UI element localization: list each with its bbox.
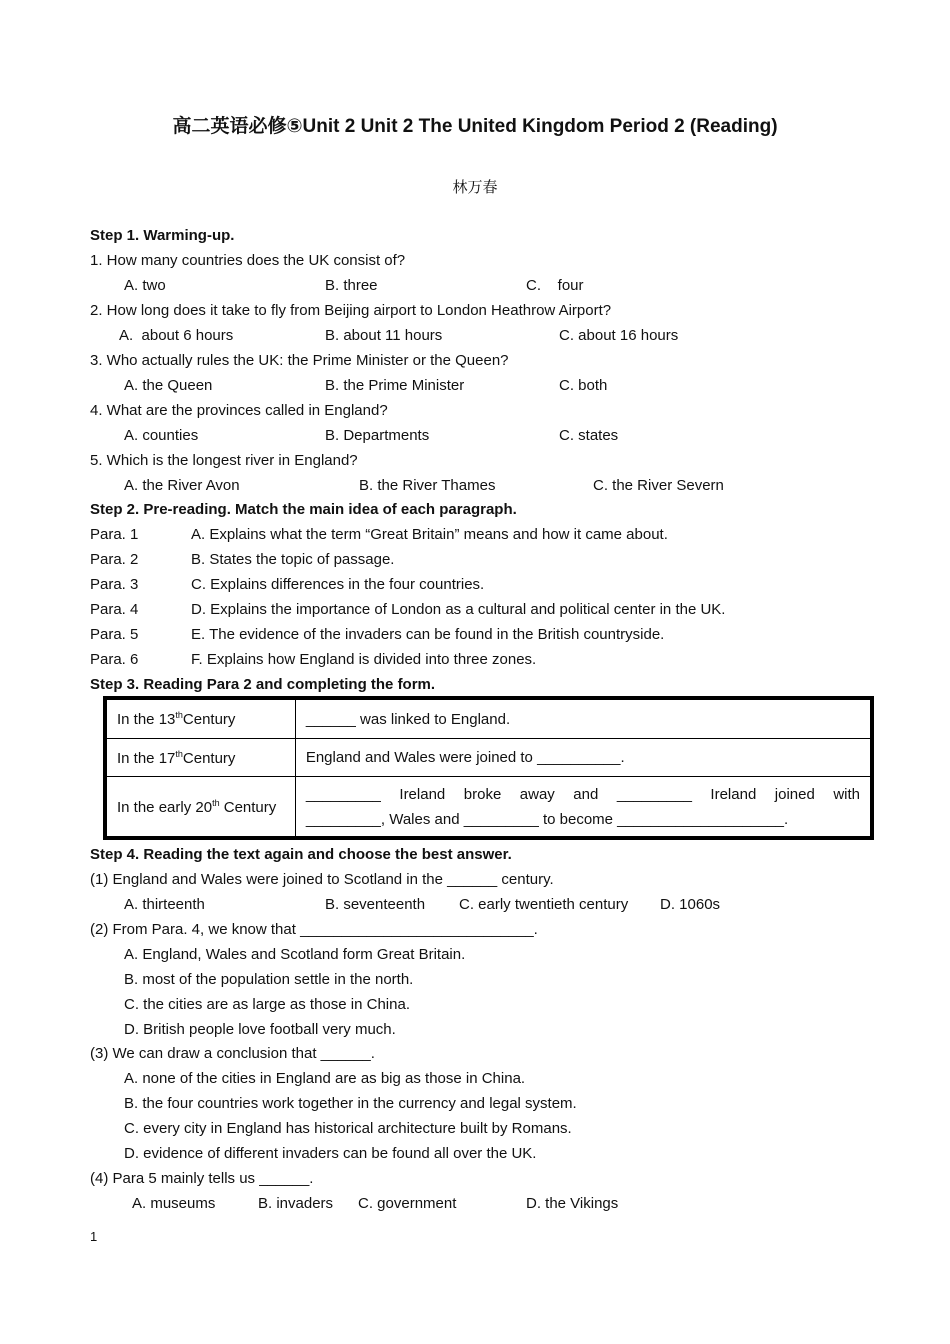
- period-label: In the 13: [117, 711, 176, 728]
- step4-q1-option-b: B. seventeenth: [325, 896, 426, 913]
- step4-q2-option-a: A. England, Wales and Scotland form Great Britain.: [124, 946, 466, 963]
- step4-q2-option-d: D. British people love football very much.: [124, 1021, 396, 1038]
- step1-q5-option-a: A. the River Avon: [124, 477, 240, 494]
- step1-q2-option-b: B. about 11 hours: [325, 327, 443, 344]
- table-row: [107, 739, 871, 777]
- step2-main-idea: A. Explains what the term “Great Britain” means and how it came about.: [191, 526, 668, 543]
- step3-heading: Step 3. Reading Para 2 and completing the form.: [90, 676, 436, 693]
- step1-q1-option-b: B. three: [325, 277, 378, 294]
- step2-main-idea: C. Explains differences in the four countries.: [191, 576, 485, 593]
- step2-heading: Step 2. Pre-reading. Match the main idea of each paragraph.: [90, 501, 517, 518]
- ordinal-suffix: th: [175, 710, 183, 720]
- step2-para-label: Para. 4: [90, 601, 139, 618]
- period-label-suffix: Century: [182, 711, 236, 728]
- step4-q1: (1) England and Wales were joined to Scotland in the ______ century.: [90, 871, 554, 888]
- step4-q3: (3) We can draw a conclusion that ______.: [90, 1045, 375, 1062]
- step1-q2-option-a: A. about 6 hours: [119, 327, 234, 344]
- step4-q4: (4) Para 5 mainly tells us ______.: [90, 1170, 314, 1187]
- step1-q4-option-c: C. states: [559, 427, 619, 444]
- step1-heading: Step 1. Warming-up.: [90, 227, 235, 244]
- form-period-cell: [107, 777, 296, 837]
- step1-q3-option-b: B. the Prime Minister: [325, 377, 465, 394]
- step2-para-label: Para. 5: [90, 626, 139, 643]
- form-event-line: _________ Ireland broke away and _________ Ireland joined with: [305, 785, 860, 803]
- ordinal-suffix: th: [212, 797, 220, 808]
- step4-q2-option-b: B. most of the population settle in the north.: [124, 971, 414, 988]
- step4-q1-option-d: D. 1060s: [660, 896, 721, 913]
- author-name: 林万春: [452, 178, 498, 196]
- step1-q5-option-c: C. the River Severn: [593, 477, 724, 494]
- step1-q4-option-a: A. counties: [124, 427, 199, 444]
- step4-q2: (2) From Para. 4, we know that ____________________________.: [90, 921, 538, 938]
- step4-q4-option-d: D. the Vikings: [526, 1195, 619, 1212]
- step4-q3-option-d: D. evidence of different invaders can be found all over the UK.: [124, 1145, 537, 1162]
- step4-q2-option-c: C. the cities are as large as those in China.: [124, 996, 410, 1013]
- step4-q3-option-a: A. none of the cities in England are as big as those in China.: [124, 1070, 526, 1087]
- period-label-suffix: Century: [182, 749, 236, 767]
- step1-q1: 1. How many countries does the UK consist of?: [90, 252, 406, 269]
- step4-q4-option-a: A. museums: [132, 1195, 216, 1212]
- step1-q2: 2. How long does it take to fly from Beijing airport to London Heathrow Airport?: [90, 302, 612, 319]
- step1-q3-option-c: C. both: [559, 377, 608, 394]
- period-label: In the 17: [117, 749, 176, 767]
- step4-q3-option-b: B. the four countries work together in the currency and legal system.: [124, 1095, 577, 1112]
- step1-q3: 3. Who actually rules the UK: the Prime Minister or the Queen?: [90, 352, 509, 369]
- step2-para-label: Para. 3: [90, 576, 139, 593]
- step1-q1-option-c: C. four: [526, 277, 584, 294]
- step4-q4-option-c: C. government: [358, 1195, 457, 1212]
- step1-q4: 4. What are the provinces called in England?: [90, 402, 388, 419]
- step2-main-idea: B. States the topic of passage.: [191, 551, 395, 568]
- step2-main-idea: D. Explains the importance of London as a cultural and political center in the UK.: [191, 601, 726, 618]
- page-title: 高二英语必修⑤Unit 2 Unit 2 The United Kingdom Period 2 (Reading): [172, 116, 778, 137]
- step1-q3-option-a: A. the Queen: [124, 377, 213, 394]
- period-label-suffix: Century: [219, 798, 277, 816]
- step1-q1-option-a: A. two: [124, 277, 166, 294]
- table-row: [107, 777, 871, 837]
- step4-q1-option-a: A. thirteenth: [124, 896, 205, 913]
- step1-q5: 5. Which is the longest river in England?: [90, 452, 358, 469]
- step2-main-idea: F. Explains how England is divided into three zones.: [191, 651, 537, 668]
- form-period-cell: [107, 700, 296, 739]
- form-event-cell[interactable]: England and Wales were joined to __________.: [295, 739, 870, 777]
- step1-q4-option-b: B. Departments: [325, 427, 430, 444]
- step4-heading: Step 4. Reading the text again and choose the best answer.: [90, 846, 512, 863]
- history-form-table: [103, 696, 874, 840]
- step2-para-label: Para. 1: [90, 526, 139, 543]
- step2-para-label: Para. 6: [90, 651, 139, 668]
- step4-q3-option-c: C. every city in England has historical architecture built by Romans.: [124, 1120, 572, 1137]
- ordinal-suffix: th: [175, 748, 183, 759]
- form-event-cell[interactable]: ______ was linked to England.: [295, 700, 870, 739]
- form-event-line: _________, Wales and _________ to become ____________________.: [305, 810, 789, 828]
- form-event-cell[interactable]: [295, 777, 870, 837]
- page-number: 1: [90, 1229, 98, 1244]
- step2-main-idea: E. The evidence of the invaders can be found in the British countryside.: [191, 626, 665, 643]
- form-period-cell: [107, 739, 296, 777]
- step1-q5-option-b: B. the River Thames: [359, 477, 496, 494]
- step4-q1-option-c: C. early twentieth century: [459, 896, 629, 913]
- step4-q4-option-b: B. invaders: [258, 1195, 334, 1212]
- period-label: In the early 20: [117, 798, 213, 816]
- step1-q2-option-c: C. about 16 hours: [559, 327, 679, 344]
- table-row: [107, 700, 871, 739]
- step2-para-label: Para. 2: [90, 551, 139, 568]
